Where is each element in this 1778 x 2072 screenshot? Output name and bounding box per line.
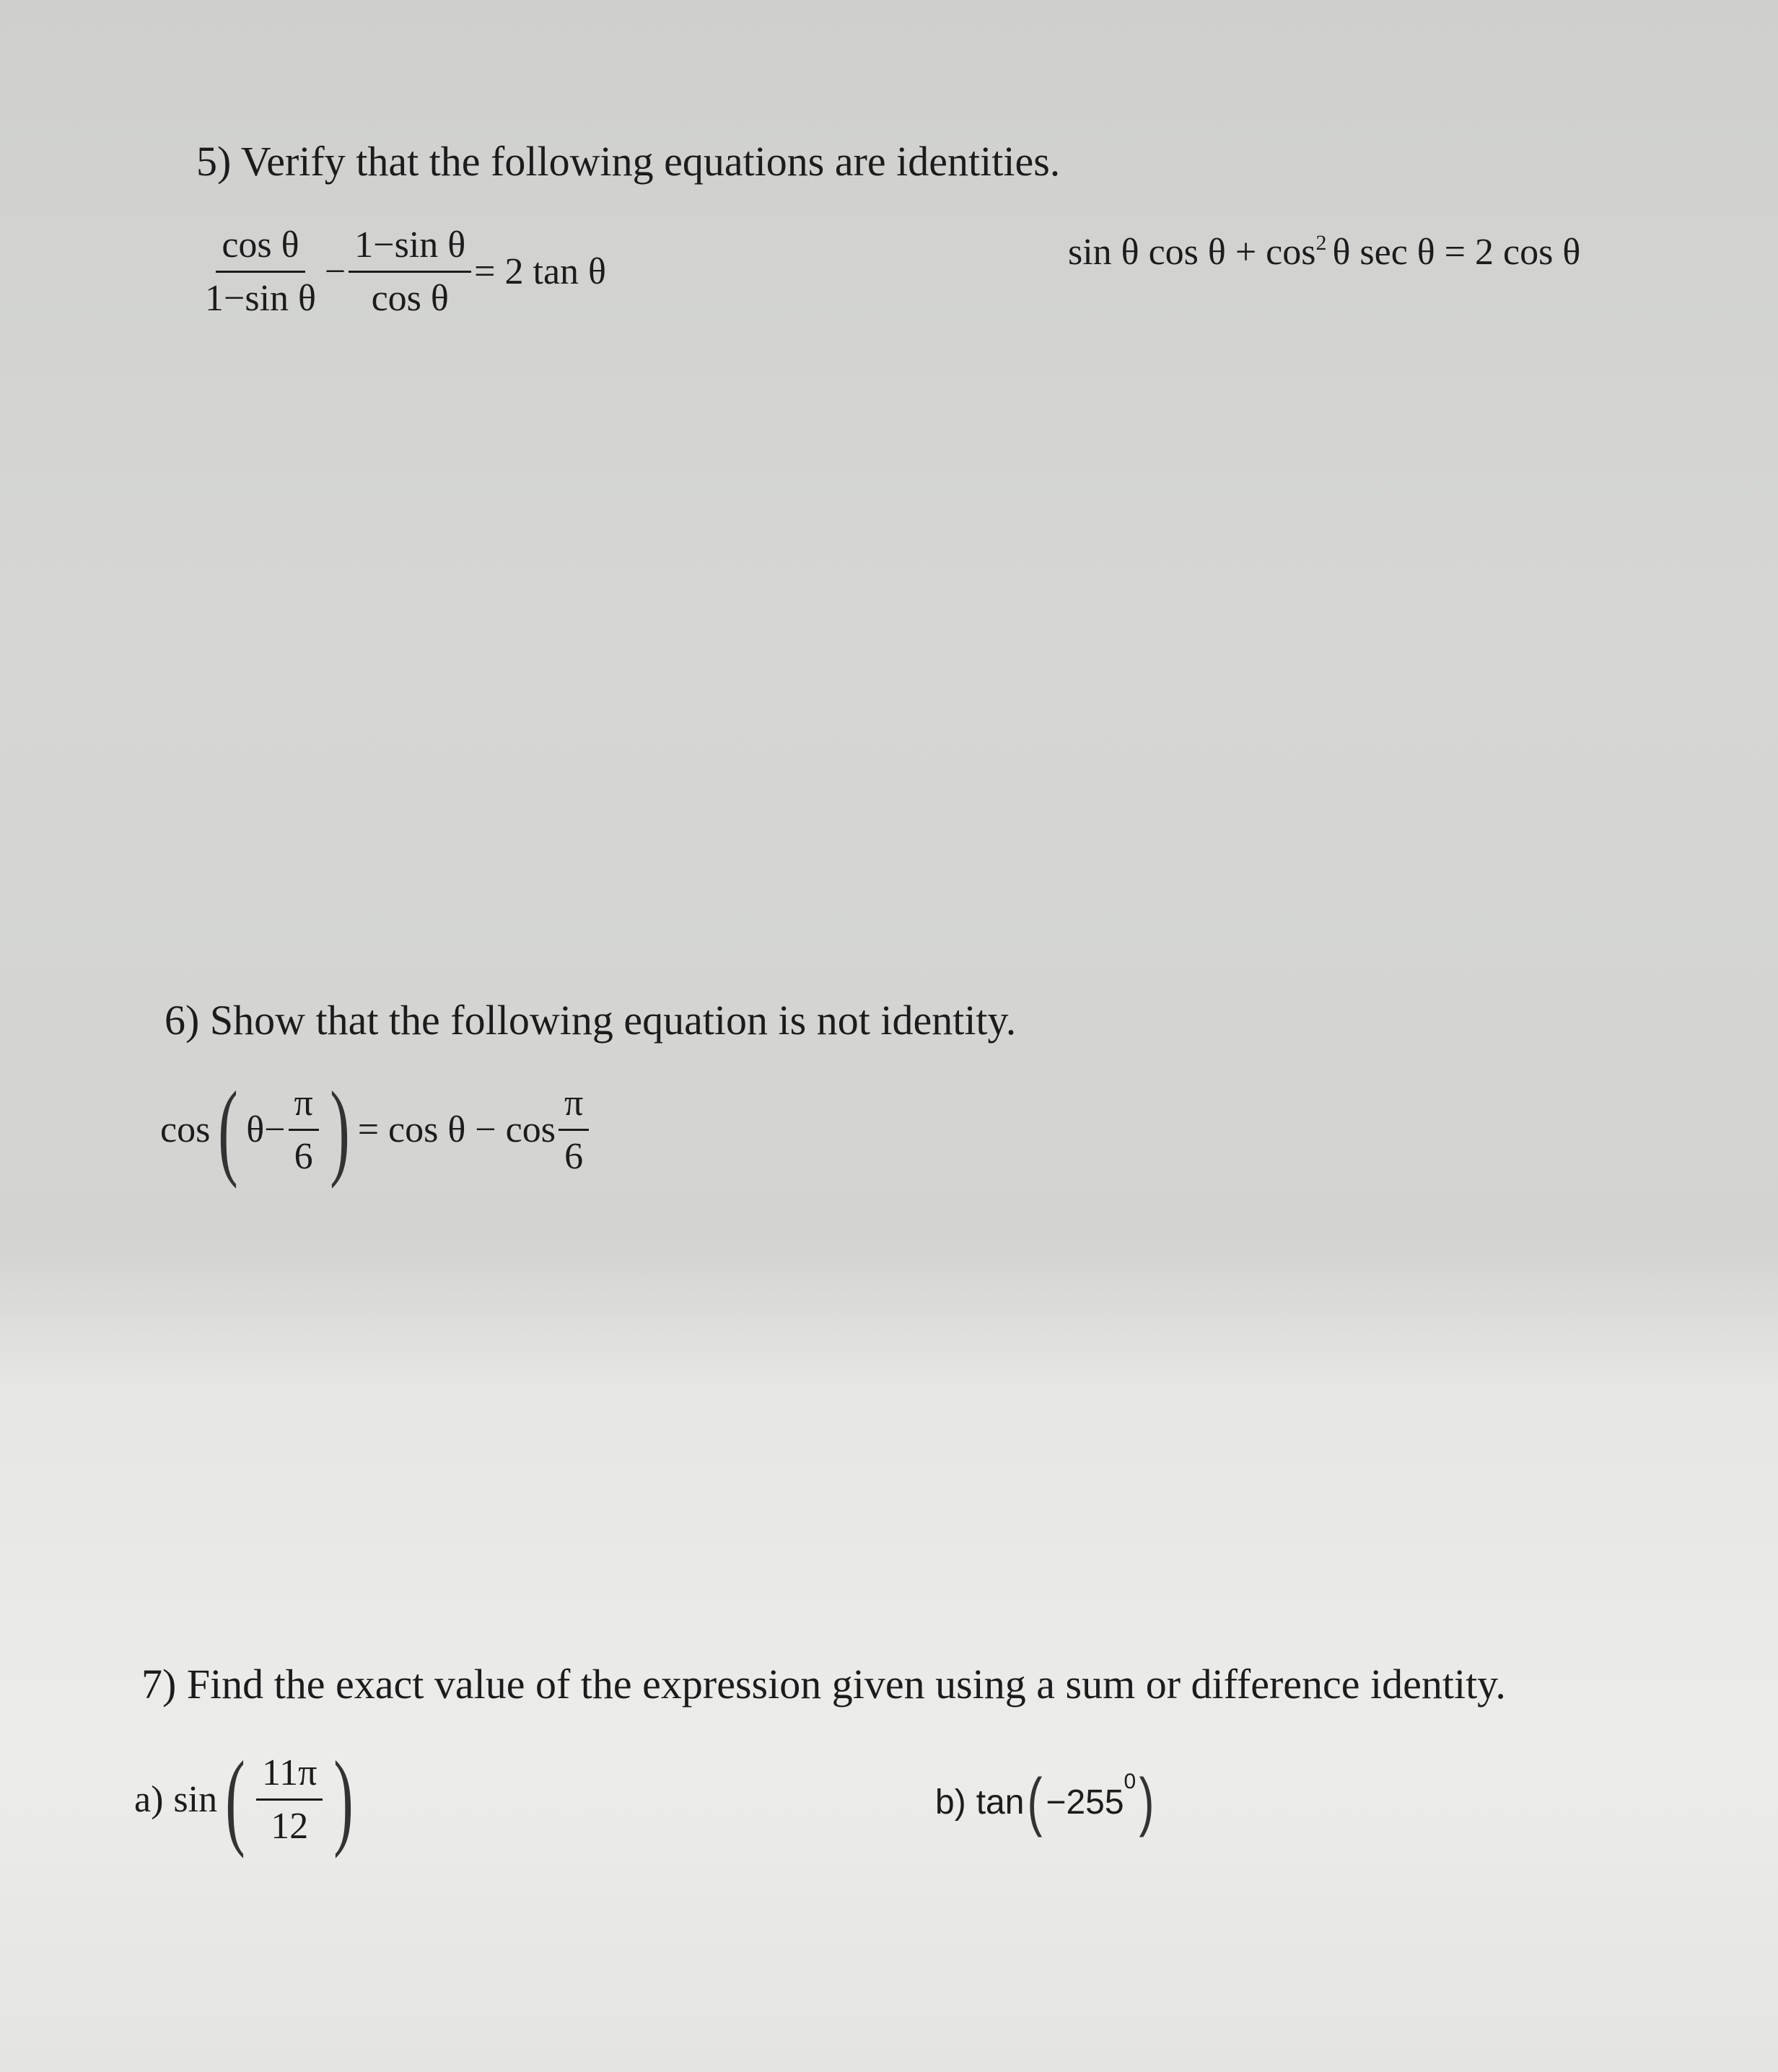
q5-eq2-lhs-b: θ sec θ = 2 cos θ [1332, 232, 1581, 273]
q5-eq1-minus: − [324, 251, 346, 292]
q7a-open-paren: ( [225, 1739, 245, 1859]
q7a-frac-denominator: 12 [271, 1805, 309, 1847]
q5-eq1-fraction-1 [199, 224, 322, 320]
q6-rhs-frac-numerator: π [559, 1082, 589, 1131]
q5-equation-2 [1068, 231, 1580, 274]
q6-heading: 6) Show that the following equation is not identity. [165, 997, 1017, 1044]
q6-frac-numerator: π [289, 1082, 319, 1131]
q5-eq1-rhs: = 2 tan θ [474, 251, 606, 292]
q6-rhs-frac-denominator: 6 [564, 1135, 584, 1177]
q6-frac-denominator: 6 [294, 1135, 313, 1177]
q6-rhs: = cos θ − cos [357, 1109, 556, 1150]
q5-eq1-frac1-denominator: 1−sin θ [205, 278, 316, 319]
q5-heading: 5) Verify that the following equations are identities. [196, 138, 1061, 185]
q7b-func: tan [976, 1783, 1025, 1822]
q7-heading: 7) Find the exact value of the expression given using a sum or difference identity. [141, 1661, 1506, 1708]
q7a-frac-numerator: 11π [256, 1752, 323, 1801]
q7b-arg: −255 [1046, 1783, 1124, 1822]
q6-close-paren: ) [330, 1070, 350, 1189]
q5-eq1-frac2-numerator: 1−sin θ [349, 224, 471, 273]
q7b-close-paren: ) [1139, 1766, 1155, 1838]
q5-eq2-superscript: 2 [1315, 231, 1327, 255]
q7a-close-paren: ) [333, 1739, 354, 1859]
q5-eq1-frac2-denominator: cos θ [371, 278, 449, 319]
q6-fraction [289, 1082, 319, 1178]
q6-rhs-fraction [559, 1082, 589, 1178]
q7-part-a [134, 1739, 362, 1859]
q7b-superscript: 0 [1124, 1770, 1137, 1793]
q5-eq1-frac1-numerator: cos θ [216, 224, 305, 273]
q7a-fraction [256, 1752, 323, 1848]
q6-open-paren: ( [218, 1070, 239, 1189]
q7-part-b [935, 1766, 1157, 1838]
q5-equation-1 [196, 224, 606, 320]
q6-equation [160, 1070, 592, 1189]
q7a-label: a) [134, 1778, 164, 1820]
q7b-label: b) [935, 1783, 966, 1822]
q5-eq1-fraction-2 [349, 224, 471, 320]
q7a-func: sin [173, 1778, 218, 1820]
q6-theta-minus: θ− [246, 1109, 286, 1150]
q6-func: cos [160, 1109, 211, 1150]
q5-eq2-lhs-a: sin θ cos θ + cos [1068, 232, 1316, 273]
q7b-open-paren: ( [1027, 1766, 1043, 1838]
